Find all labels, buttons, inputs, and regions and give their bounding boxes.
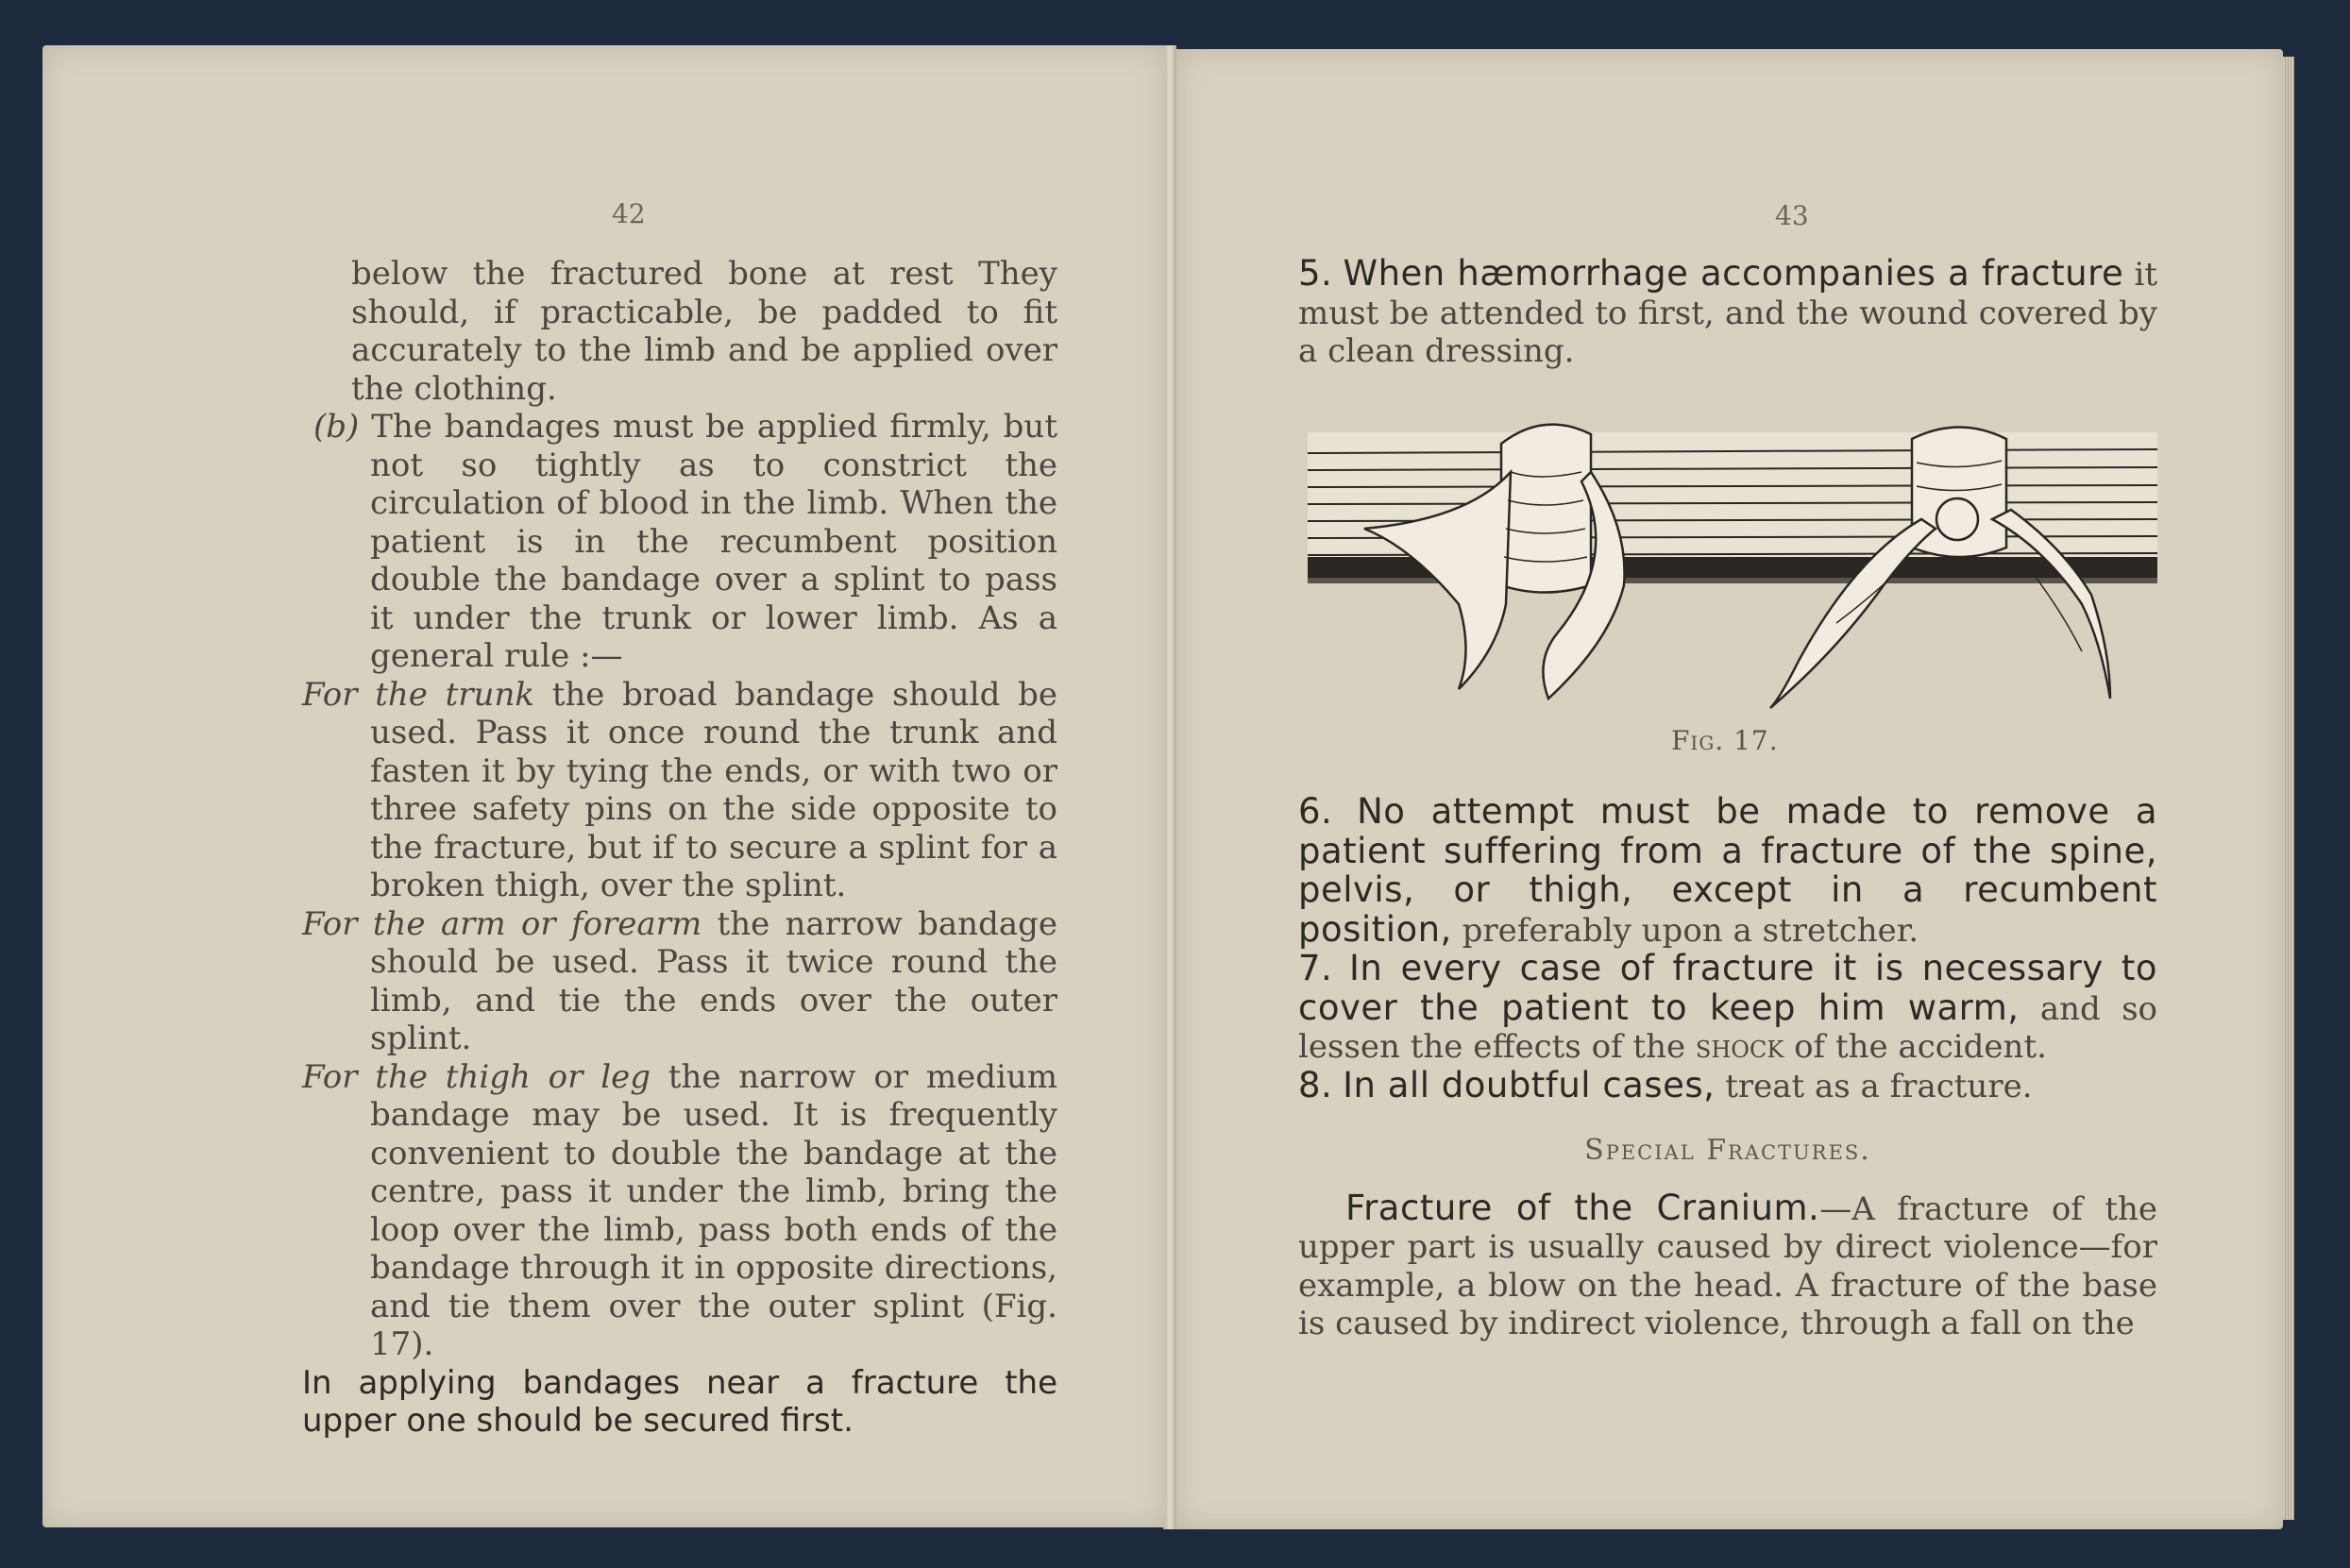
item-8-text: treat as a fracture.: [1725, 1067, 2033, 1105]
item-8-paragraph: [1298, 1064, 2157, 1106]
item-7-text-a: and so lessen the effects of the: [1298, 989, 2157, 1066]
arm-prefix: For: [302, 904, 358, 943]
right-text-column: [1298, 255, 2157, 371]
continuation-paragraph: below the fractured bone at rest They should, if practicable, be padded to fit accurately to the limb and be applied over the clothing.: [351, 255, 1057, 408]
item-b-text: The bandages must be applied firmly, but not so tightly as to constrict the circulation of blood in the limb. When the patient is in the recumbent position double the bandage over a splint to pass it under the trunk or lower limb. As a general rule :—: [370, 408, 1057, 675]
right-text-column-lower: [1298, 793, 2157, 1343]
thigh-label: the thigh or leg: [375, 1057, 651, 1096]
cranium-text: —A fracture of the upper part is usually caused by direct violence—for example, a blow on the head. A fracture of the base is caused by indirect violence, through a fall on the: [1298, 1189, 2158, 1342]
trunk-prefix: For: [302, 675, 358, 714]
item-7-bold: In every case of fracture it is necessary to cover the patient to keep him warm,: [1298, 948, 2157, 1028]
item-b-paragraph: [302, 408, 1057, 676]
cranium-paragraph: [1298, 1189, 2157, 1343]
page-edges: [2283, 57, 2294, 1520]
figure-17-illustration: [1308, 415, 2157, 717]
item-6-text: preferably upon a stretcher.: [1462, 911, 1919, 950]
item-8-number: 8.: [1298, 1064, 1333, 1105]
left-text-column: [302, 255, 1057, 1441]
item-5-paragraph: [1298, 255, 2157, 371]
trunk-text: the broad bandage should be used. Pass it once round the trunk and fasten it by tying the ends, or with two or three safety pins on the side opposite to the fracture, but if to secure a splint for a broken thigh, over the splint.: [370, 675, 1057, 904]
item-5-number: 5.: [1298, 253, 1333, 294]
item-7-text-b: of the accident.: [1794, 1028, 2047, 1066]
item-5-text: it must be attended to first, and the wound covered by a clean dressing.: [1298, 256, 2157, 370]
closing-paragraph: In applying bandages near a fracture the upper one should be secured first.: [302, 1363, 1057, 1440]
item-6-bold: No attempt must be made to remove a patient suffering from a fracture of the spine, pelvis, or thigh, except in a recumbent position,: [1298, 791, 2158, 950]
section-heading: Special Fractures.: [1584, 1134, 1871, 1167]
trunk-paragraph: [302, 676, 1057, 905]
arm-text: the narrow bandage should be used. Pass it twice round the limb, and tie the ends over the outer splint.: [370, 904, 1057, 1057]
thigh-paragraph: [302, 1058, 1057, 1364]
arm-paragraph: [302, 905, 1057, 1058]
left-page-number: 42: [612, 198, 646, 229]
thigh-text: the narrow or medium bandage may be used. It is frequently convenient to double the bandage at the centre, pass it under the limb, bring the loop over the limb, pass both ends of the bandage through it in opposite directions, and tie them over the outer splint (Fig. 17).: [370, 1057, 1057, 1363]
item-7-paragraph: [1298, 950, 2157, 1067]
trunk-label: the trunk: [375, 675, 534, 714]
arm-label: the arm or forearm: [372, 904, 702, 943]
item-7-number: 7.: [1298, 948, 1333, 988]
item-8-bold: In all doubtful cases,: [1343, 1064, 1716, 1105]
item-6-paragraph: [1298, 793, 2157, 950]
thigh-prefix: For: [302, 1057, 358, 1096]
item-b-marker: (b): [313, 408, 360, 446]
right-page-number: 43: [1775, 200, 1809, 231]
figure-caption: Fig. 17.: [1671, 725, 1779, 756]
item-6-number: 6.: [1298, 791, 1333, 832]
item-7-shock: shock: [1695, 1028, 1784, 1066]
item-5-bold: When hæmorrhage accompanies a fracture: [1343, 253, 2124, 294]
cranium-bold: Fracture of the Cranium.: [1345, 1187, 1820, 1228]
